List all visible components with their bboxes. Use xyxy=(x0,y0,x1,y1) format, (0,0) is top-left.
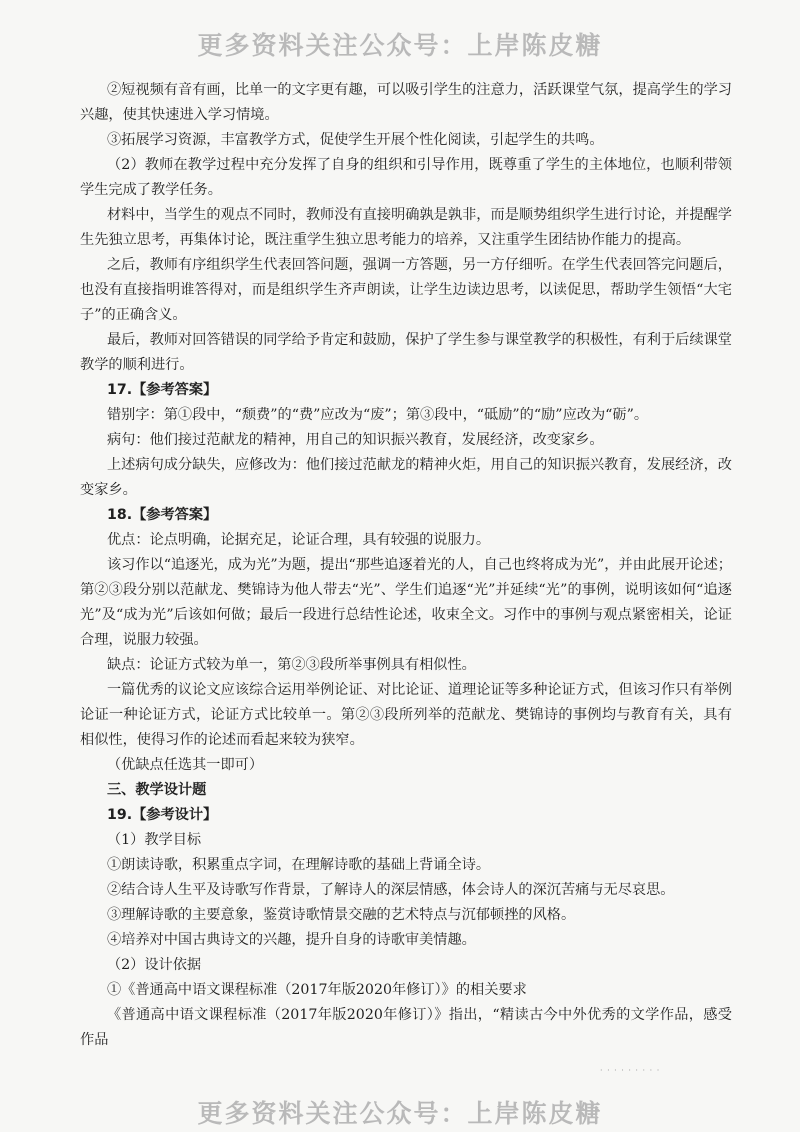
document-body xyxy=(80,78,732,1053)
para-finally: 最后，教师对回答错误的同学给予肯定和鼓励，保护了学生参与课堂教学的积极性，有利于后续课堂教学的顺利进行。 xyxy=(80,332,732,373)
para-goal-1: ①朗读诗歌，积累重点字词，在理解诗歌的基础上背诵全诗。 xyxy=(106,857,491,873)
para-short-video: ②短视频有音有画，比单一的文字更有趣，可以吸引学生的注意力，活跃课堂气氛，提高学生的学习兴趣，使其快速进入学习情境。 xyxy=(80,82,732,123)
para-material: 材料中，当学生的观点不同时，教师没有直接明确孰是孰非，而是顺势组织学生进行讨论，并提醒学生先独立思考，再集体讨论，既注重学生独立思考能力的培养，又注重学生团结协作能力的提高。 xyxy=(80,207,732,248)
para-basis-1: ①《普通高中语文课程标准（2017年版2020年修订）》的相关要求 xyxy=(106,982,527,998)
heading-q19: 19.【参考设计】 xyxy=(106,807,218,823)
watermark-top: 更多资料关注公众号：上岸陈皮糖 xyxy=(197,31,603,60)
para-expand-resources: ③拓展学习资源，丰富教学方式，促使学生开展个性化阅读，引起学生的共鸣。 xyxy=(106,132,604,148)
para-afterwards: 之后，教师有序组织学生代表回答问题，强调一方答题，另一方仔细听。在学生代表回答完问题后，也没有直接指明谁答得对，而是组织学生齐声朗读，让学生边读边思考，以读促思，帮助学生领悟“大宅子”的正确含义。 xyxy=(80,257,732,323)
para-typos: 错别字：第①段中，“颓费”的“费”应改为“废”；第③段中，“砥励”的“励”应改为“砺”。 xyxy=(106,407,649,423)
para-goal-2: ②结合诗人生平及诗歌写作背景，了解诗人的深层情感，体会诗人的深沉苦痛与无尽哀思。 xyxy=(106,882,675,898)
heading-q17: 17.【参考答案】 xyxy=(106,382,218,398)
para-goal-3: ③理解诗歌的主要意象，鉴赏诗歌情景交融的艺术特点与沉郁顿挫的风格。 xyxy=(106,907,576,923)
para-teaching-goals: （1）教学目标 xyxy=(106,832,202,848)
page-footer-smudge: · · · · · · · · · xyxy=(600,1066,661,1075)
para-shortcomings-detail: 一篇优秀的议论文应该综合运用举例论证、对比论证、道理论证等多种论证方式，但该习作只有举例论证一种论证方式，论证方式比较单一。第②③段所列举的范献龙、樊锦诗的事例均与教育有关，具有相似性，使得习作的论述而看起来较为狭窄。 xyxy=(80,682,732,748)
para-correction: 上述病句成分缺失，应修改为：他们接过范献龙的精神火炬，用自己的知识振兴教育，发展经济，改变家乡。 xyxy=(80,457,732,498)
para-shortcomings: 缺点：论证方式较为单一，第②③段所举事例具有相似性。 xyxy=(106,657,476,673)
heading-q18: 18.【参考答案】 xyxy=(106,507,218,523)
para-teacher-role: （2）教师在教学过程中充分发挥了自身的组织和引导作用，既尊重了学生的主体地位，也顺利带领学生完成了教学任务。 xyxy=(80,157,732,198)
watermark-bottom: 更多资料关注公众号：上岸陈皮糖 xyxy=(197,1099,603,1128)
para-faulty-sentence: 病句：他们接过范献龙的精神，用自己的知识振兴教育，发展经济，改变家乡。 xyxy=(106,432,604,448)
para-merits: 优点：论点明确，论据充足，论证合理，具有较强的说服力。 xyxy=(106,532,491,548)
para-goal-4: ④培养对中国古典诗文的兴趣，提升自身的诗歌审美情趣。 xyxy=(106,932,476,948)
heading-section-three: 三、教学设计题 xyxy=(106,782,207,798)
para-design-basis: （2）设计依据 xyxy=(106,957,202,973)
para-choose-one: （优缺点任选其一即可） xyxy=(106,757,264,773)
para-essay-analysis: 该习作以“追逐光，成为光”为题，提出“那些追逐着光的人，自己也终将成为光”，并由此展开论述；第②③段分别以范献龙、樊锦诗为他人带去“光”、学生们追逐“光”并延续“光”的事例，说明该如何“追逐光”及“成为光”后该如何做；最后一段进行总结性论述，收束全文。习作中的事例与观点紧密相关，论证合理，说服力较强。 xyxy=(80,557,732,648)
para-basis-quote: 《普通高中语文课程标准（2017年版2020年修订）》指出，“精读古今中外优秀的文学作品，感受作品 xyxy=(80,1007,732,1048)
